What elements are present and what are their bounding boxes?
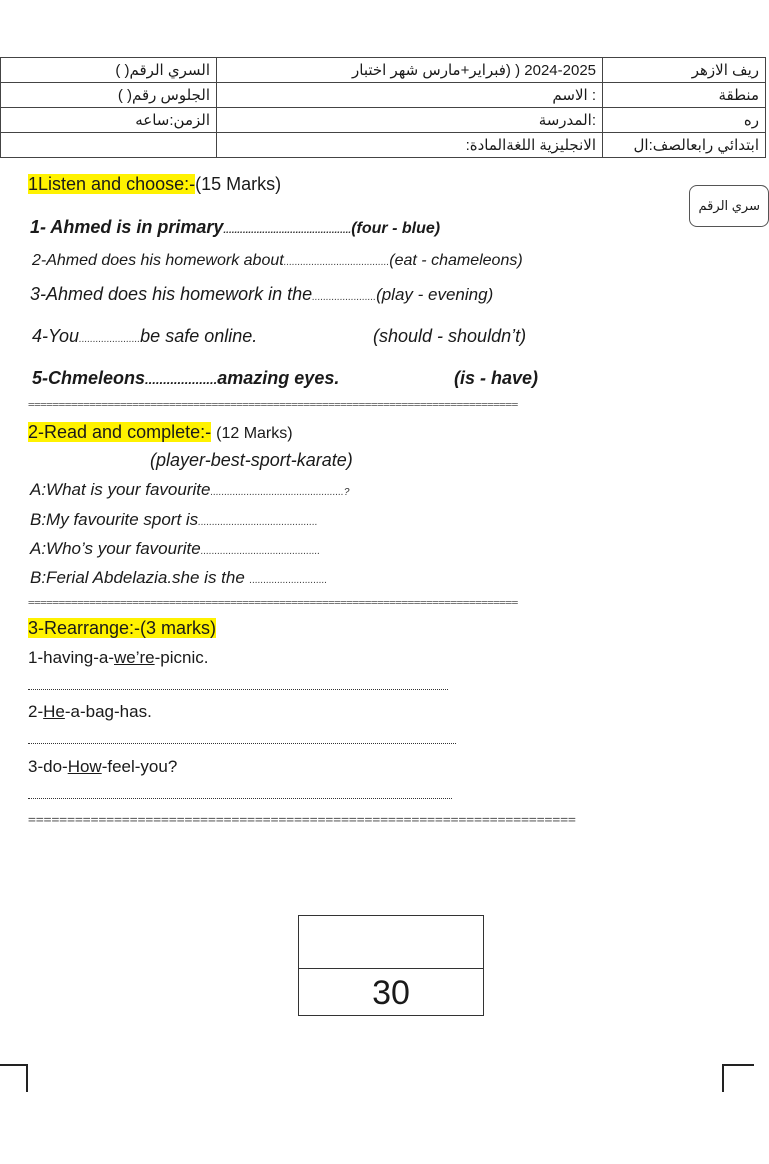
corner-mark-left xyxy=(0,1064,28,1092)
serial-number-box: سري الرقم xyxy=(689,185,769,227)
section1-marks: (15 Marks) xyxy=(195,174,282,194)
header-empty xyxy=(1,133,217,158)
answer-blank[interactable]: ............................ xyxy=(249,575,328,586)
question-1 xyxy=(30,217,440,238)
dialogue-text: A:Who’s your favourite xyxy=(30,539,201,558)
header-time: الزمن:ساعه xyxy=(1,108,217,133)
question-5 xyxy=(32,368,339,389)
question-2 xyxy=(32,252,523,270)
rearrange-text: 3-do- xyxy=(28,757,68,776)
header-subject: الانجليزية اللغةالمادة: xyxy=(217,133,603,158)
dialogue-line xyxy=(30,510,318,530)
corner-mark-right xyxy=(722,1064,754,1092)
rearrange-text: -a-bag-has. xyxy=(64,702,152,721)
rearrange-text: -feel-you? xyxy=(101,757,178,776)
header-admin: ره xyxy=(603,108,766,133)
answer-line[interactable] xyxy=(28,742,456,744)
dialogue-line xyxy=(30,480,349,500)
rearrange-underlined: He xyxy=(43,702,65,721)
section1-heading xyxy=(28,174,281,195)
answer-blank[interactable]: ................................................? xyxy=(210,487,350,498)
question-choices: (is - have) xyxy=(454,368,539,388)
rearrange-underlined: How xyxy=(67,757,102,776)
rearrange-item xyxy=(28,757,177,777)
rearrange-text: 1-having-a- xyxy=(28,648,114,667)
question-3 xyxy=(30,284,493,305)
rearrange-item xyxy=(28,648,208,668)
header-seat-number: الجلوس رقم( ) xyxy=(1,83,217,108)
answer-line[interactable] xyxy=(28,688,448,690)
word-bank: (player-best-sport-karate) xyxy=(150,450,353,470)
separator: ================================================================================ xyxy=(28,398,518,411)
header-row xyxy=(1,108,766,133)
header-table xyxy=(0,57,766,158)
header-grade: ابتدائي رابعالصف:ال xyxy=(603,133,766,158)
header-row xyxy=(1,133,766,158)
header-row xyxy=(1,83,766,108)
rearrange-underlined: we’re xyxy=(114,648,155,667)
question-choices: (eat - chameleons) xyxy=(389,252,523,269)
question-text: 2-Ahmed does his homework about xyxy=(32,252,284,269)
answer-line[interactable] xyxy=(28,797,452,799)
header-exam-title: 2024-2025 ( (فبراير+مارس شهر اختبار xyxy=(217,58,603,83)
answer-blank[interactable]: .............................................. xyxy=(223,225,352,236)
header-row xyxy=(1,58,766,83)
question-choices: (play - evening) xyxy=(376,285,494,304)
section1-title: 1Listen and choose:- xyxy=(28,174,196,194)
score-empty-cell[interactable] xyxy=(299,916,483,969)
answer-blank[interactable]: ....................... xyxy=(312,292,377,303)
section3-title: 3-Rearrange:-(3 marks) xyxy=(28,618,217,638)
question-text: 1- Ahmed is in primary xyxy=(30,217,224,237)
rearrange-item xyxy=(28,702,152,722)
answer-blank[interactable]: ...................... xyxy=(79,334,141,345)
header-region: منطقة xyxy=(603,83,766,108)
dialogue-text: A:What is your favourite xyxy=(30,480,211,499)
question-choices: (should - shouldn’t) xyxy=(373,326,527,346)
score-box xyxy=(298,915,484,1016)
answer-blank[interactable]: ...................................... xyxy=(283,257,390,268)
question-text: 4-You xyxy=(32,326,80,346)
header-institution: ريف الازهر xyxy=(603,58,766,83)
header-serial-number: السري الرقم( ) xyxy=(1,58,217,83)
section3-heading xyxy=(28,618,216,639)
separator: ====================================================================== xyxy=(28,813,576,828)
answer-blank[interactable]: .................... xyxy=(145,372,218,387)
header-school: :المدرسة xyxy=(217,108,603,133)
dialogue-text: B:My favourite sport is xyxy=(30,510,199,529)
question-text: 3-Ahmed does his homework in the xyxy=(30,284,313,304)
rearrange-text: -picnic. xyxy=(154,648,209,667)
question-text: be safe online. xyxy=(140,326,258,346)
question-text: amazing eyes. xyxy=(217,368,340,388)
dialogue-line xyxy=(30,539,320,559)
section2-heading xyxy=(28,422,293,443)
dialogue-line xyxy=(30,568,327,588)
question-choices: (four - blue) xyxy=(351,220,441,237)
rearrange-text: 2- xyxy=(28,702,44,721)
separator: ================================================================================ xyxy=(28,596,518,609)
section2-title: 2-Read and complete:- xyxy=(28,422,212,442)
question-text: 5-Chmeleons xyxy=(32,368,146,388)
question-4 xyxy=(32,326,257,347)
header-student-name: : الاسم xyxy=(217,83,603,108)
section2-marks: (12 Marks) xyxy=(216,425,293,442)
answer-blank[interactable]: ........................................... xyxy=(200,546,321,557)
dialogue-text: B:Ferial Abdelazia.she is the xyxy=(30,568,250,587)
score-total: 30 xyxy=(372,974,410,1012)
answer-blank[interactable]: ........................................... xyxy=(198,517,318,528)
